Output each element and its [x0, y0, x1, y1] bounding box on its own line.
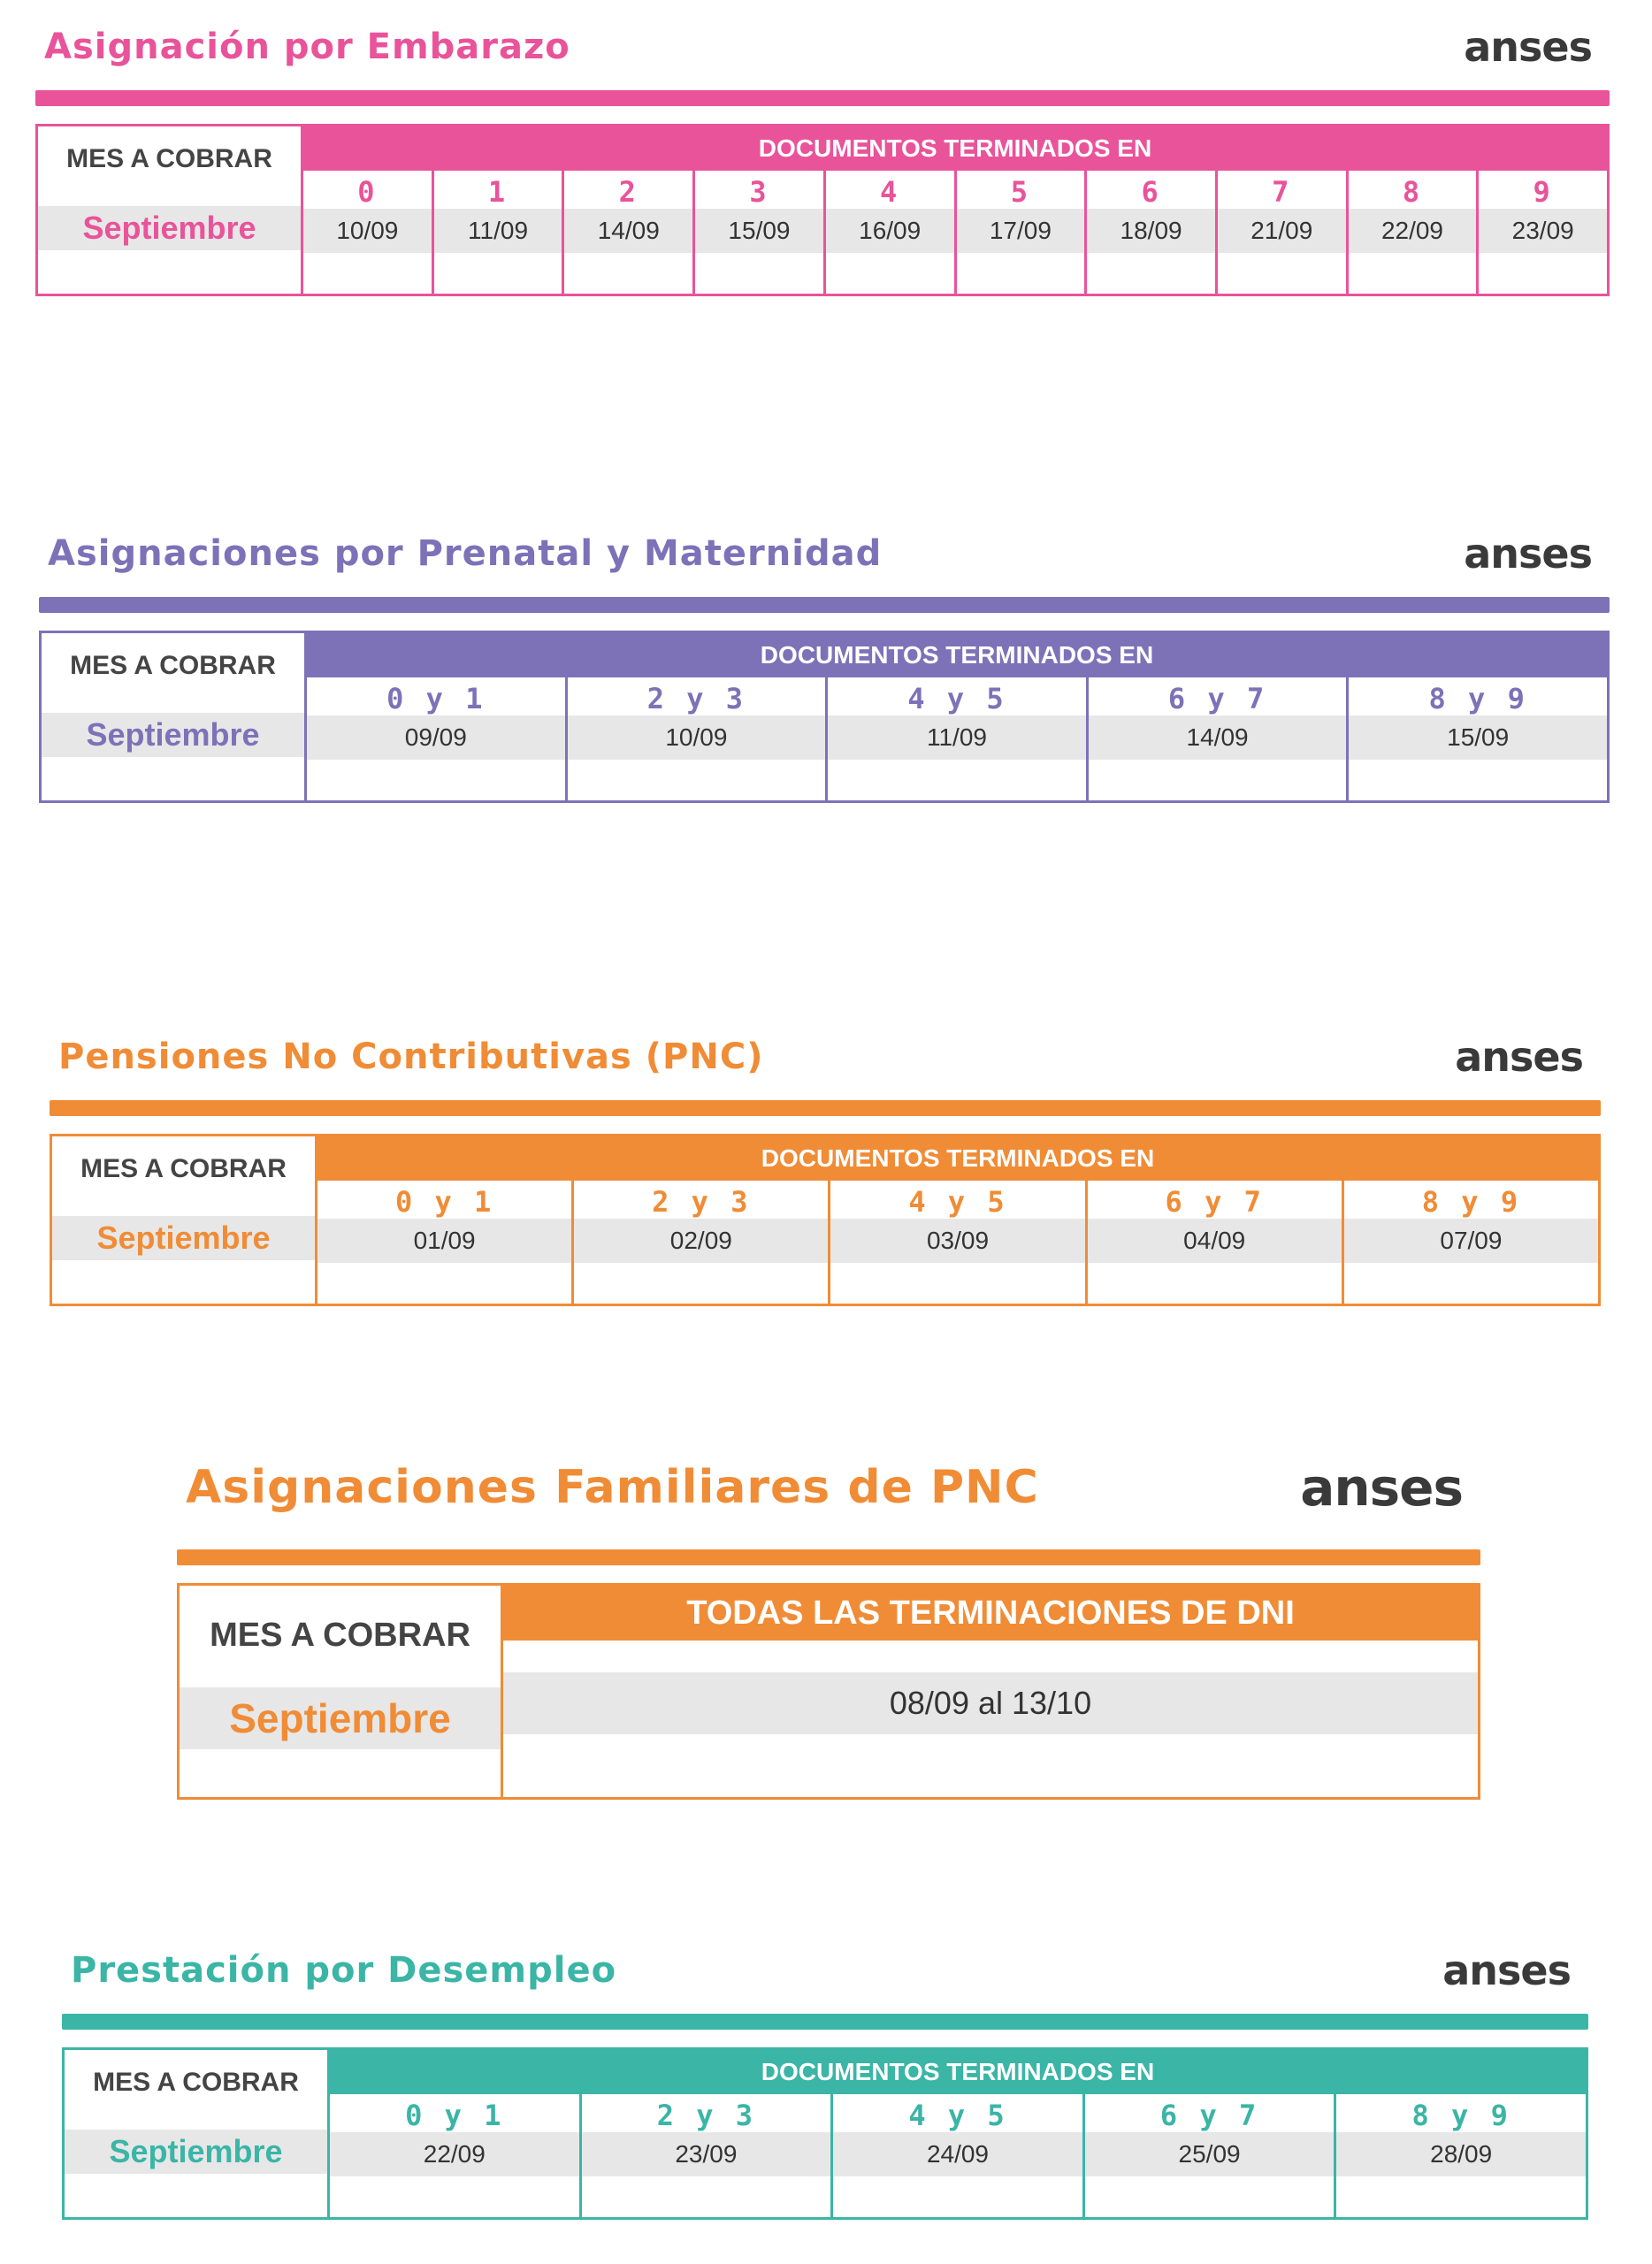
schedule-section — [177, 1457, 1480, 1800]
schedule-table — [35, 124, 1610, 296]
mes-a-cobrar-column — [180, 1586, 503, 1797]
payment-date: 23/09 — [582, 2132, 831, 2176]
payment-date: 22/09 — [1349, 209, 1477, 253]
schedule-table — [62, 2047, 1588, 2220]
payment-date: 15/09 — [695, 209, 823, 253]
dni-ending: 5 — [1010, 175, 1030, 209]
documents-header: TODAS LAS TERMINACIONES DE DNI — [503, 1586, 1478, 1641]
anses-logo: anses — [1442, 1947, 1571, 1994]
termination-column — [828, 677, 1089, 800]
termination-column — [434, 171, 565, 294]
section-title: Asignación por Embarazo — [44, 27, 570, 67]
dni-ending: 4 y 5 — [908, 2099, 1007, 2132]
terminations-row — [303, 171, 1607, 294]
dni-ending: 2 — [618, 175, 639, 209]
section-title: Asignaciones Familiares de PNC — [186, 1461, 1039, 1514]
payment-date: 24/09 — [833, 2132, 1082, 2176]
mes-a-cobrar-column — [38, 126, 303, 294]
payment-date: 15/09 — [1349, 715, 1607, 760]
payment-date: 16/09 — [826, 209, 954, 253]
payment-date: 25/09 — [1085, 2132, 1335, 2176]
month-value: Septiembre — [52, 1216, 315, 1260]
terminations-row — [307, 677, 1607, 800]
payment-date: 14/09 — [1089, 715, 1347, 760]
payment-date: 03/09 — [830, 1219, 1084, 1263]
payment-date: 01/09 — [317, 1219, 571, 1263]
documents-header: DOCUMENTOS TERMINADOS EN — [317, 1136, 1598, 1181]
payment-date: 28/09 — [1336, 2132, 1586, 2176]
termination-column — [1336, 2094, 1586, 2217]
mes-a-cobrar-label: MES A COBRAR — [80, 1154, 287, 1183]
payment-date: 04/09 — [1088, 1219, 1342, 1263]
month-value: Septiembre — [180, 1687, 501, 1749]
dni-ending: 4 y 5 — [907, 682, 1006, 715]
schedule-table — [50, 1134, 1601, 1306]
termination-column — [830, 1181, 1087, 1304]
payment-date: 11/09 — [434, 209, 562, 253]
dni-ending: 0 y 1 — [405, 2099, 504, 2132]
termination-column — [503, 1641, 1478, 1797]
termination-column — [1218, 171, 1349, 294]
payment-date: 07/09 — [1344, 1219, 1598, 1263]
section-rule — [177, 1549, 1480, 1565]
dni-ending: 6 y 7 — [1159, 2099, 1259, 2132]
mes-a-cobrar-column — [52, 1136, 317, 1304]
termination-column — [695, 171, 826, 294]
schedule-section — [35, 23, 1610, 296]
termination-column — [307, 677, 568, 800]
schedule-section — [39, 530, 1610, 803]
termination-column — [833, 2094, 1085, 2217]
anses-logo: anses — [1455, 1033, 1583, 1081]
termination-column — [317, 1181, 574, 1304]
termination-column — [1479, 171, 1607, 294]
dni-ending: 0 y 1 — [394, 1185, 494, 1219]
dni-ending: 4 — [880, 175, 900, 209]
payment-date: 21/09 — [1218, 209, 1346, 253]
termination-column — [1344, 1181, 1598, 1304]
section-rule — [50, 1100, 1601, 1116]
dni-ending: 0 — [357, 175, 378, 209]
dni-ending: 8 — [1402, 175, 1423, 209]
termination-column — [1349, 171, 1480, 294]
mes-a-cobrar-column — [65, 2050, 330, 2217]
termination-column — [1088, 1181, 1344, 1304]
month-value: Septiembre — [38, 206, 301, 250]
dni-ending: 6 y 7 — [1167, 682, 1267, 715]
dni-ending: 7 — [1272, 175, 1292, 209]
dni-ending: 6 y 7 — [1165, 1185, 1264, 1219]
documents-header: DOCUMENTOS TERMINADOS EN — [330, 2050, 1586, 2094]
dni-ending: 8 y 9 — [1421, 1185, 1521, 1219]
mes-a-cobrar-label: MES A COBRAR — [70, 651, 276, 680]
schedule-table — [177, 1583, 1480, 1800]
payment-date: 17/09 — [957, 209, 1085, 253]
termination-column — [582, 2094, 834, 2217]
dni-ending: 4 y 5 — [908, 1185, 1007, 1219]
termination-column — [1349, 677, 1607, 800]
dni-ending: 2 y 3 — [646, 682, 746, 715]
section-title: Asignaciones por Prenatal y Maternidad — [48, 533, 883, 574]
schedule-section — [50, 1033, 1601, 1306]
mes-a-cobrar-label: MES A COBRAR — [66, 144, 272, 173]
payment-date: 10/09 — [303, 209, 432, 253]
dni-ending: 2 y 3 — [656, 2099, 756, 2132]
month-value: Septiembre — [65, 2130, 327, 2174]
payment-date: 09/09 — [307, 715, 565, 760]
documents-header: DOCUMENTOS TERMINADOS EN — [307, 633, 1607, 677]
termination-column — [303, 171, 434, 294]
terminations-row — [317, 1181, 1598, 1304]
dni-ending: 1 — [487, 175, 509, 209]
mes-a-cobrar-label: MES A COBRAR — [93, 2068, 299, 2097]
section-rule — [39, 597, 1610, 613]
terminations-row — [330, 2094, 1586, 2217]
schedule-table — [39, 631, 1610, 803]
payment-date: 10/09 — [568, 715, 826, 760]
termination-column — [826, 171, 957, 294]
mes-a-cobrar-label: MES A COBRAR — [210, 1617, 470, 1654]
termination-column — [1087, 171, 1218, 294]
termination-column — [957, 171, 1088, 294]
payment-date: 18/09 — [1087, 209, 1215, 253]
anses-logo: anses — [1464, 530, 1592, 577]
dni-ending: 9 — [1533, 175, 1553, 209]
dni-ending: 6 — [1141, 175, 1161, 209]
mes-a-cobrar-column — [42, 633, 307, 800]
section-title: Prestación por Desempleo — [71, 1950, 617, 1991]
termination-column — [330, 2094, 582, 2217]
dni-ending: 8 y 9 — [1411, 2099, 1511, 2132]
termination-column — [1089, 677, 1350, 800]
schedule-section — [62, 1947, 1588, 2220]
termination-column — [1085, 2094, 1337, 2217]
payment-date: 23/09 — [1479, 209, 1607, 253]
termination-column — [564, 171, 695, 294]
termination-column — [568, 677, 829, 800]
payment-date: 14/09 — [564, 209, 692, 253]
section-rule — [35, 90, 1610, 106]
dni-ending: 8 y 9 — [1428, 682, 1527, 715]
dni-ending: 2 y 3 — [652, 1185, 751, 1219]
payment-date: 02/09 — [574, 1219, 828, 1263]
dni-ending: 3 — [749, 175, 769, 209]
payment-date: 11/09 — [828, 715, 1086, 760]
terminations-row — [503, 1641, 1478, 1797]
section-title: Pensiones No Contributivas (PNC) — [58, 1036, 764, 1077]
anses-logo: anses — [1464, 23, 1592, 71]
month-value: Septiembre — [42, 713, 304, 757]
dni-ending: 0 y 1 — [386, 682, 486, 715]
termination-column — [574, 1181, 830, 1304]
payment-date: 08/09 al 13/10 — [503, 1672, 1478, 1734]
section-rule — [62, 2014, 1588, 2030]
payment-date: 22/09 — [330, 2132, 579, 2176]
documents-header: DOCUMENTOS TERMINADOS EN — [303, 126, 1607, 171]
anses-logo: anses — [1300, 1457, 1463, 1518]
